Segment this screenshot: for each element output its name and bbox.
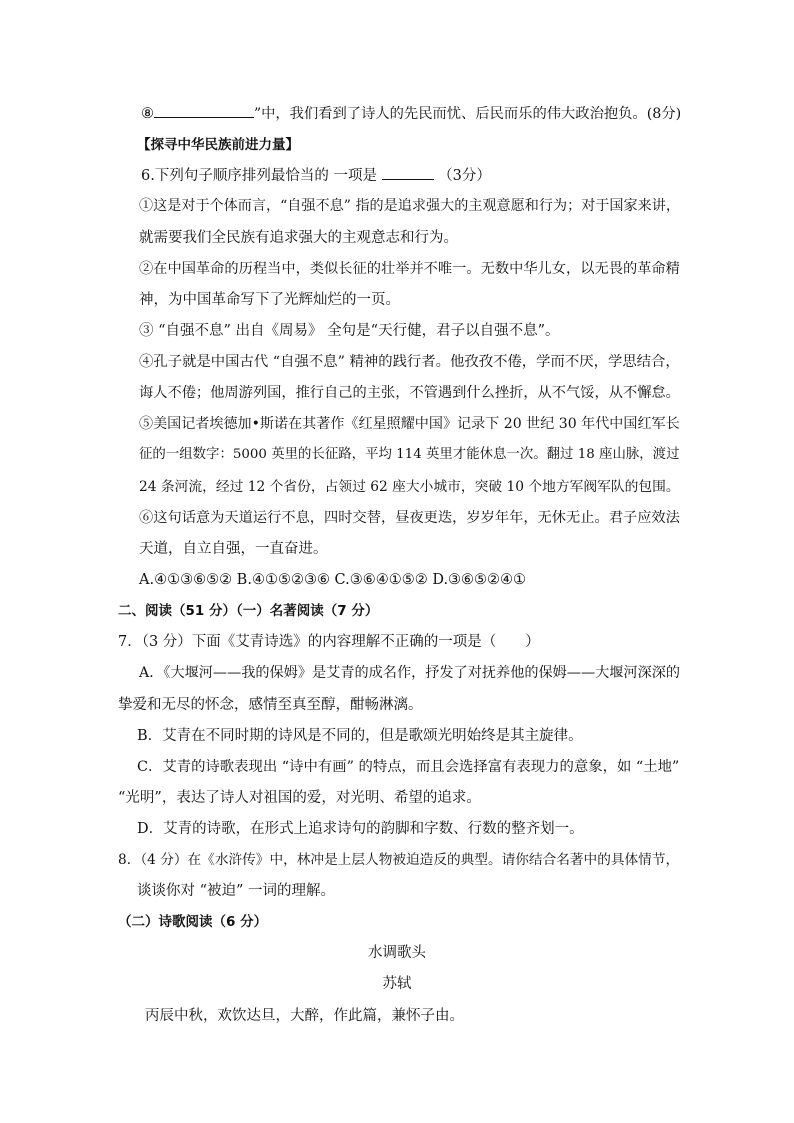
q5-line8 (141, 103, 681, 124)
section-heading-reading: 二、阅读（51 分）（一）名著阅读（7 分） (118, 603, 379, 619)
poem-author: 苏轼 (382, 976, 412, 992)
q7-option-d: D．艾青的诗歌，在形式上追求诗句的韵脚和字数、行数的整齐划一。 (137, 821, 584, 837)
poem-preface: 丙辰中秋，欢饮达旦，大醉，作此篇，兼怀子由。 (145, 1008, 464, 1024)
q6-sentence-5-line-2: 征的一组数字：5000 英里的长征路，平均 114 英里才能休息一次。翻过 18 座山脉，渡过 (139, 447, 680, 462)
q7-option-c-line-2: “光明”，表达了诗人对祖国的爱，对光明、希望的追求。 (118, 790, 481, 806)
section-heading-poem: （二）诗歌阅读（6 分） (118, 914, 268, 930)
q6-sentence-2-line-1: ②在中国革命的历程当中，类似长征的壮举并不唯一。无数中华儿女，以无畏的革命精 (139, 261, 680, 277)
q7-option-a-line-1: A．《大堰河——我的保姆》是艾青的成名作，抒发了对抚养他的保姆——大堰河深深的 (139, 665, 681, 681)
q6-stem-text: 6.下列句子顺序排列最恰当的 一项是 (141, 168, 377, 184)
q6-sentence-3: ③ “自强不息” 出自《周易》 全句是“天行健，君子以自强不息”。 (139, 323, 560, 339)
poem-title: 水调歌头 (368, 945, 426, 961)
q8-line-2: 谈谈你对 “被迫” 一词的理解。 (137, 883, 336, 899)
q6-sentence-6-line-2: 天道，自立自强，一直奋进。 (139, 541, 328, 557)
q6-sentence-5-line-3: 24 条河流，经过 12 个省份，占领过 62 座大小城市，突破 10 个地方军阀军队的包围。 (139, 479, 680, 495)
circled-number: ⑧ (141, 106, 154, 122)
q6-sentence-4-line-1: ④孔子就是中国古代 “自强不息” 精神的践行者。他孜孜不倦，学而不厌，学思结合， (139, 354, 680, 370)
section-heading-explore: 【探寻中华民族前进力量】 (137, 137, 299, 153)
q6-sentence-1-line-2: 就需要我们全民族有追求强大的主观意志和行为。 (139, 230, 458, 246)
q7-option-c-line-1: C．艾青的诗歌表现出 “诗中有画” 的特点，而且会选择富有表现力的意象，如 “土地” (137, 759, 680, 775)
q7-option-a-line-2: 挚爱和无尽的怀念，感情至真至醇，酣畅淋漓。 (118, 697, 423, 713)
q5-line8-text: ”中，我们看到了诗人的先民而忧、后民而乐的伟大政治抱负。(8分) (253, 106, 682, 122)
q6-options: A.④①③⑥⑤② B.④①⑤②③⑥ C.③⑥④①⑤② D.③⑥⑤②④① (139, 572, 527, 588)
q6-sentence-2-line-2: 神，为中国革命写下了光辉灿烂的一页。 (139, 292, 400, 308)
answer-blank[interactable] (154, 103, 254, 118)
q6-sentence-6-line-1: ⑥这句话意为天道运行不息，四时交替，昼夜更迭，岁岁年年，无休无止。君子应效法 (139, 510, 680, 526)
q8-line-1: 8．（4 分）在《水浒传》中，林冲是上层人物被迫造反的典型。请你结合名著中的具体情节， (118, 852, 680, 868)
q6-sentence-4-line-2: 诲人不倦；他周游列国，推行自己的主张，不管遇到什么挫折，从不气馁，从不懈怠。 (139, 385, 680, 401)
q6-stem (141, 165, 491, 186)
q7-stem: 7．（3 分）下面《艾青诗选》的内容理解不正确的一项是（ ） (118, 634, 540, 650)
q7-option-b: B．艾青在不同时期的诗风是不同的，但是歌颂光明始终是其主旋律。 (137, 728, 583, 744)
q6-sentence-5-line-1: ⑤美国记者埃德加•斯诺在其著作《红星照耀中国》记录下 20 世纪 30 年代中国红军长 (139, 416, 680, 432)
answer-blank[interactable] (382, 165, 434, 180)
q6-score: （3分） (438, 168, 491, 184)
q6-sentence-1-line-1: ①这是对于个体而言，“自强不息” 指的是追求强大的主观意愿和行为；对于国家来讲， (139, 198, 680, 214)
